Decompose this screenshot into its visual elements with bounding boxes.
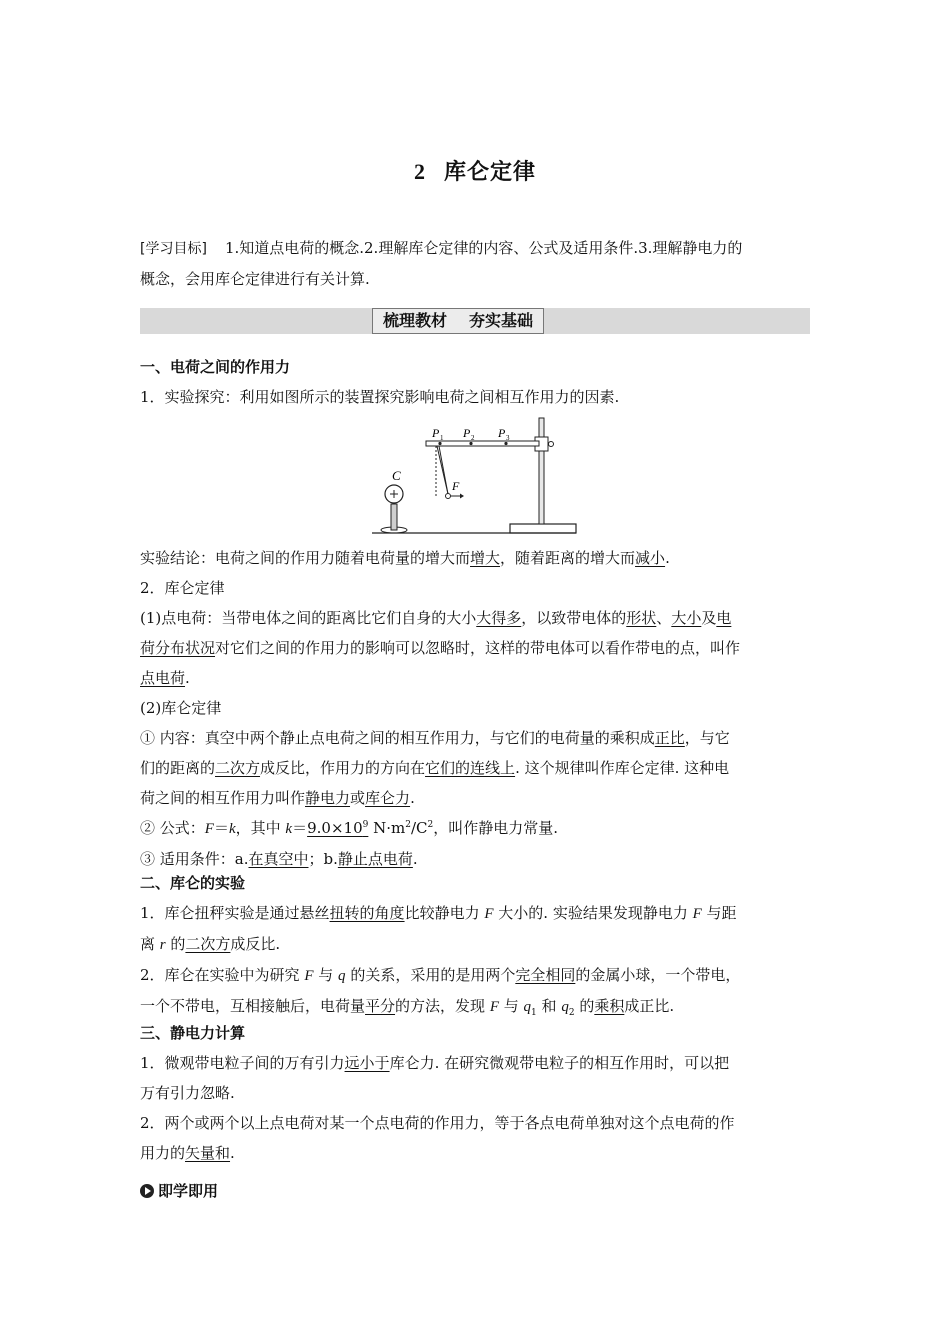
- section-1-body: [140, 543, 810, 874]
- title-number: 2: [413, 159, 426, 184]
- banner-right: 夯实基础: [469, 311, 534, 330]
- page-title: [140, 155, 810, 186]
- coulomb-apparatus-figure: [368, 412, 578, 537]
- point-charge-line3: 点电荷.: [140, 669, 190, 687]
- point-charge-line1: (1)点电荷：当带电体之间的距离比它们自身的大小大得多，以致带电体的形状、大小及电: [140, 609, 732, 627]
- item-2-heading: 2．库仑定律: [140, 579, 225, 597]
- section-3: [140, 1018, 810, 1168]
- practice-label: [140, 1176, 810, 1206]
- s2-item1-line1: 1．库仑扭秤实验是通过悬丝扭转的角度比较静电力 F 大小的. 实验结果发现静电力 F 与距: [140, 904, 737, 922]
- label-f: F: [452, 479, 460, 493]
- s3-item2-line2: 用力的矢量和.: [140, 1144, 235, 1162]
- label-p2-sub: 2: [471, 434, 475, 442]
- practice-label-text: 即学即用: [158, 1182, 219, 1200]
- section-1-heading: 一、电荷之间的作用力: [140, 358, 291, 376]
- section-3-heading: 三、静电力计算: [140, 1024, 246, 1042]
- label-p3-sub: 3: [506, 434, 510, 442]
- content-line3: 荷之间的相互作用力叫作静电力或库仑力.: [140, 789, 415, 807]
- section-1: [140, 352, 810, 412]
- objectives-line2: 概念，会用库仑定律进行有关计算.: [140, 270, 370, 288]
- s2-item2-line1: 2．库仑在实验中为研究 F 与 q 的关系，采用的是用两个完全相同的金属小球，一个带电，: [140, 966, 741, 984]
- s2-item2-line2: 一个不带电，互相接触后，电荷量平分的方法，发现 F 与 $q_1$ 和 $q_2$ 的乘积成正比.: [140, 997, 675, 1018]
- s3-item1-line1: 1．微观带电粒子间的万有引力远小于库仑力. 在研究微观带电粒子的相互作用时，可以把: [140, 1054, 730, 1072]
- play-icon: [140, 1184, 154, 1198]
- experiment-conclusion: 实验结论：电荷之间的作用力随着电荷量的增大而增大，随着距离的增大而减小.: [140, 549, 670, 567]
- formula-line: ② 公式：F＝k，其中 $k=9.0\times 10^9$ $N\cdot m^2/C^2$，叫作静电力常量.: [140, 819, 559, 837]
- label-p1-sub: 1: [440, 434, 444, 442]
- learning-objectives: [140, 233, 810, 294]
- conditions-line: ③ 适用条件：a.在真空中；b.静止点电荷.: [140, 850, 418, 868]
- s3-item1-line2: 万有引力忽略.: [140, 1084, 235, 1102]
- coulomb-law-heading: (2)库仑定律: [140, 699, 222, 717]
- content-line2: 们的距离的二次方成反比，作用力的方向在它们的连线上. 这个规律叫作库仑定律. 这种电: [140, 759, 730, 777]
- s2-item1-line2: 离 r 的二次方成反比.: [140, 935, 281, 953]
- objectives-line1: 1.知道点电荷的概念.2.理解库仑定律的内容、公式及适用条件.3.理解静电力的: [224, 239, 743, 257]
- point-charge-line2: 荷分布状况对它们之间的作用力的影响可以忽略时，这样的带电体可以看作带电的点，叫作: [140, 639, 741, 657]
- section-2-heading: 二、库仑的实验: [140, 874, 246, 892]
- label-p1: P: [432, 426, 440, 440]
- content-line1: ① 内容：真空中两个静止点电荷之间的相互作用力，与它们的电荷量的乘积成正比，与它: [140, 729, 730, 747]
- label-p3: P: [498, 426, 506, 440]
- section-2: [140, 868, 810, 1022]
- label-p2: P: [463, 426, 471, 440]
- section-1-item-1: 1．实验探究：利用如图所示的装置探究影响电荷之间相互作用力的因素.: [140, 388, 620, 406]
- objectives-label: [学习目标]: [140, 241, 207, 257]
- section-banner: [140, 308, 810, 334]
- banner-box: [372, 308, 544, 334]
- banner-left: 梳理教材: [383, 311, 448, 330]
- title-text: 库仑定律: [443, 160, 536, 185]
- s3-item2-line1: 2．两个或两个以上点电荷对某一个点电荷的作用力，等于各点电荷单独对这个点电荷的作: [140, 1114, 735, 1132]
- label-c: C: [392, 468, 401, 483]
